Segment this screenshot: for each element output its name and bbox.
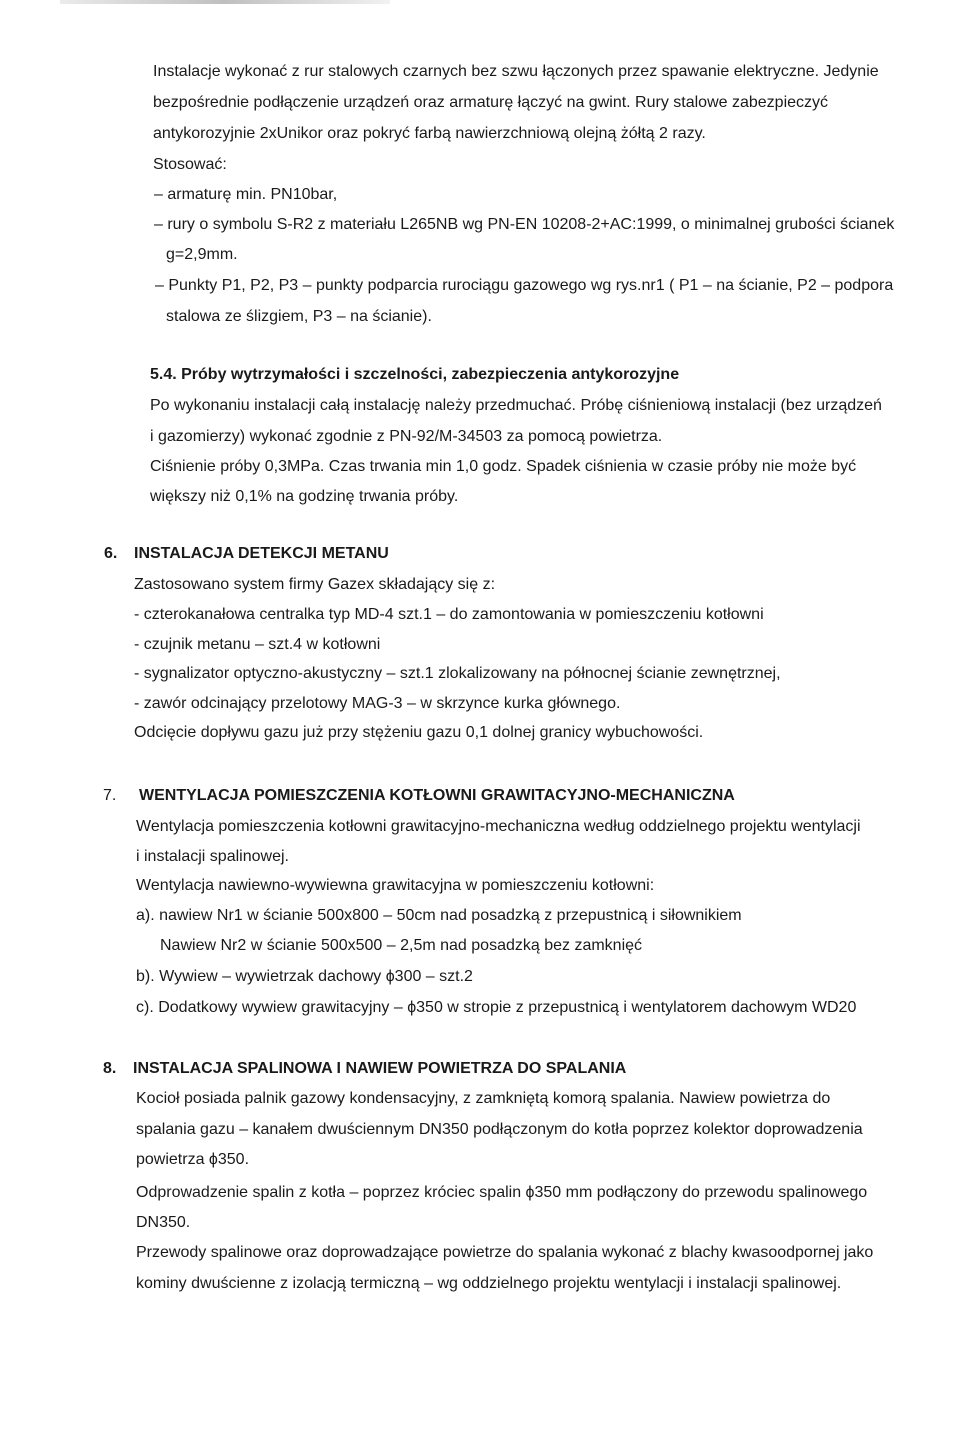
- section-heading-6: INSTALACJA DETEKCJI METANU: [134, 545, 389, 562]
- text-line: Wentylacja nawiewno-wywiewna grawitacyjna w pomieszczeniu kotłowni:: [136, 877, 655, 894]
- text-line: - zawór odcinający przelotowy MAG-3 – w skrzynce kurka głównego.: [134, 695, 621, 712]
- text-line: Odprowadzenie spalin z kotła – poprzez króciec spalin ϕ350 mm podłączony do przewodu spalinowego: [136, 1184, 868, 1201]
- text-line: Wentylacja pomieszczenia kotłowni grawitacyjno-mechaniczna według oddzielnego projektu wentylacji: [136, 818, 861, 835]
- text-line: Kocioł posiada palnik gazowy kondensacyjny, z zamkniętą komorą spalania. Nawiew powietrza do: [136, 1090, 831, 1107]
- text-line: a). nawiew Nr1 w ścianie 500x800 – 50cm nad posadzką z przepustnicą i siłownikiem: [136, 907, 742, 924]
- text-line: b). Wywiew – wywietrzak dachowy ϕ300 – szt.2: [136, 968, 473, 985]
- text-line: Instalacje wykonać z rur stalowych czarnych bez szwu łączonych przez spawanie elektryczne. Jedynie: [153, 63, 879, 80]
- section-number-7: 7.: [103, 787, 117, 804]
- section-heading-5-4: 5.4. Próby wytrzymałości i szczelności, zabezpieczenia antykorozyjne: [150, 366, 680, 383]
- text-line: Stosować:: [153, 156, 227, 173]
- text-line: g=2,9mm.: [166, 246, 238, 263]
- section-number-8: 8.: [103, 1060, 117, 1077]
- section-heading-8: INSTALACJA SPALINOWA I NAWIEW POWIETRZA DO SPALANIA: [133, 1060, 627, 1077]
- text-line: – armaturę min. PN10bar,: [154, 186, 338, 203]
- text-line: - czterokanałowa centralka typ MD-4 szt.1 – do zamontowania w pomieszczeniu kotłowni: [134, 606, 764, 623]
- text-line: – Punkty P1, P2, P3 – punkty podparcia rurociągu gazowego wg rys.nr1 ( P1 – na ścianie, P2 – podpora: [155, 277, 894, 294]
- scan-artifact: [60, 0, 390, 4]
- text-line: Nawiew Nr2 w ścianie 500x500 – 2,5m nad posadzką bez zamknięć: [160, 937, 643, 954]
- text-line: kominy dwuścienne z izolacją termiczną – wg oddzielnego projektu wentylacji i instalacji spalinowej.: [136, 1275, 842, 1292]
- text-line: DN350.: [136, 1214, 191, 1231]
- text-line: Odcięcie dopływu gazu już przy stężeniu gazu 0,1 dolnej granicy wybuchowości.: [134, 724, 704, 741]
- text-line: - czujnik metanu – szt.4 w kotłowni: [134, 636, 381, 653]
- text-line: i instalacji spalinowej.: [136, 848, 289, 865]
- text-line: antykorozyjnie 2xUnikor oraz pokryć farbą nawierzchniową olejną żółtą 2 razy.: [153, 125, 706, 142]
- text-line: - sygnalizator optyczno-akustyczny – szt.1 zlokalizowany na północnej ścianie zewnętrznej,: [134, 665, 781, 682]
- text-line: i gazomierzy) wykonać zgodnie z PN-92/M-34503 za pomocą powietrza.: [150, 428, 663, 445]
- text-line: stalowa ze ślizgiem, P3 – na ścianie).: [166, 308, 432, 325]
- text-line: – rury o symbolu S-R2 z materiału L265NB wg PN-EN 10208-2+AC:1999, o minimalnej grubości ścianek: [154, 216, 895, 233]
- text-line: powietrza ϕ350.: [136, 1151, 250, 1168]
- text-line: większy niż 0,1% na godzinę trwania próby.: [150, 488, 459, 505]
- text-line: Po wykonaniu instalacji całą instalację należy przedmuchać. Próbę ciśnieniową instalacji (bez urządzeń: [150, 397, 882, 414]
- text-line: spalania gazu – kanałem dwuściennym DN350 podłączonym do kotła poprzez kolektor doprowadzenia: [136, 1121, 863, 1138]
- text-line: c). Dodatkowy wywiew grawitacyjny – ϕ350 w stropie z przepustnicą i wentylatorem dachowym WD20: [136, 999, 857, 1016]
- section-heading-7: WENTYLACJA POMIESZCZENIA KOTŁOWNI GRAWITACYJNO-MECHANICZNA: [139, 787, 735, 804]
- text-line: Zastosowano system firmy Gazex składający się z:: [134, 576, 496, 593]
- text-line: bezpośrednie podłączenie urządzeń oraz armaturę łączyć na gwint. Rury stalowe zabezpieczyć: [153, 94, 829, 111]
- text-line: Ciśnienie próby 0,3MPa. Czas trwania min 1,0 godz. Spadek ciśnienia w czasie próby nie może być: [150, 458, 857, 475]
- text-line: Przewody spalinowe oraz doprowadzające powietrze do spalania wykonać z blachy kwasoodpornej jako: [136, 1244, 874, 1261]
- section-number-6: 6.: [104, 545, 118, 562]
